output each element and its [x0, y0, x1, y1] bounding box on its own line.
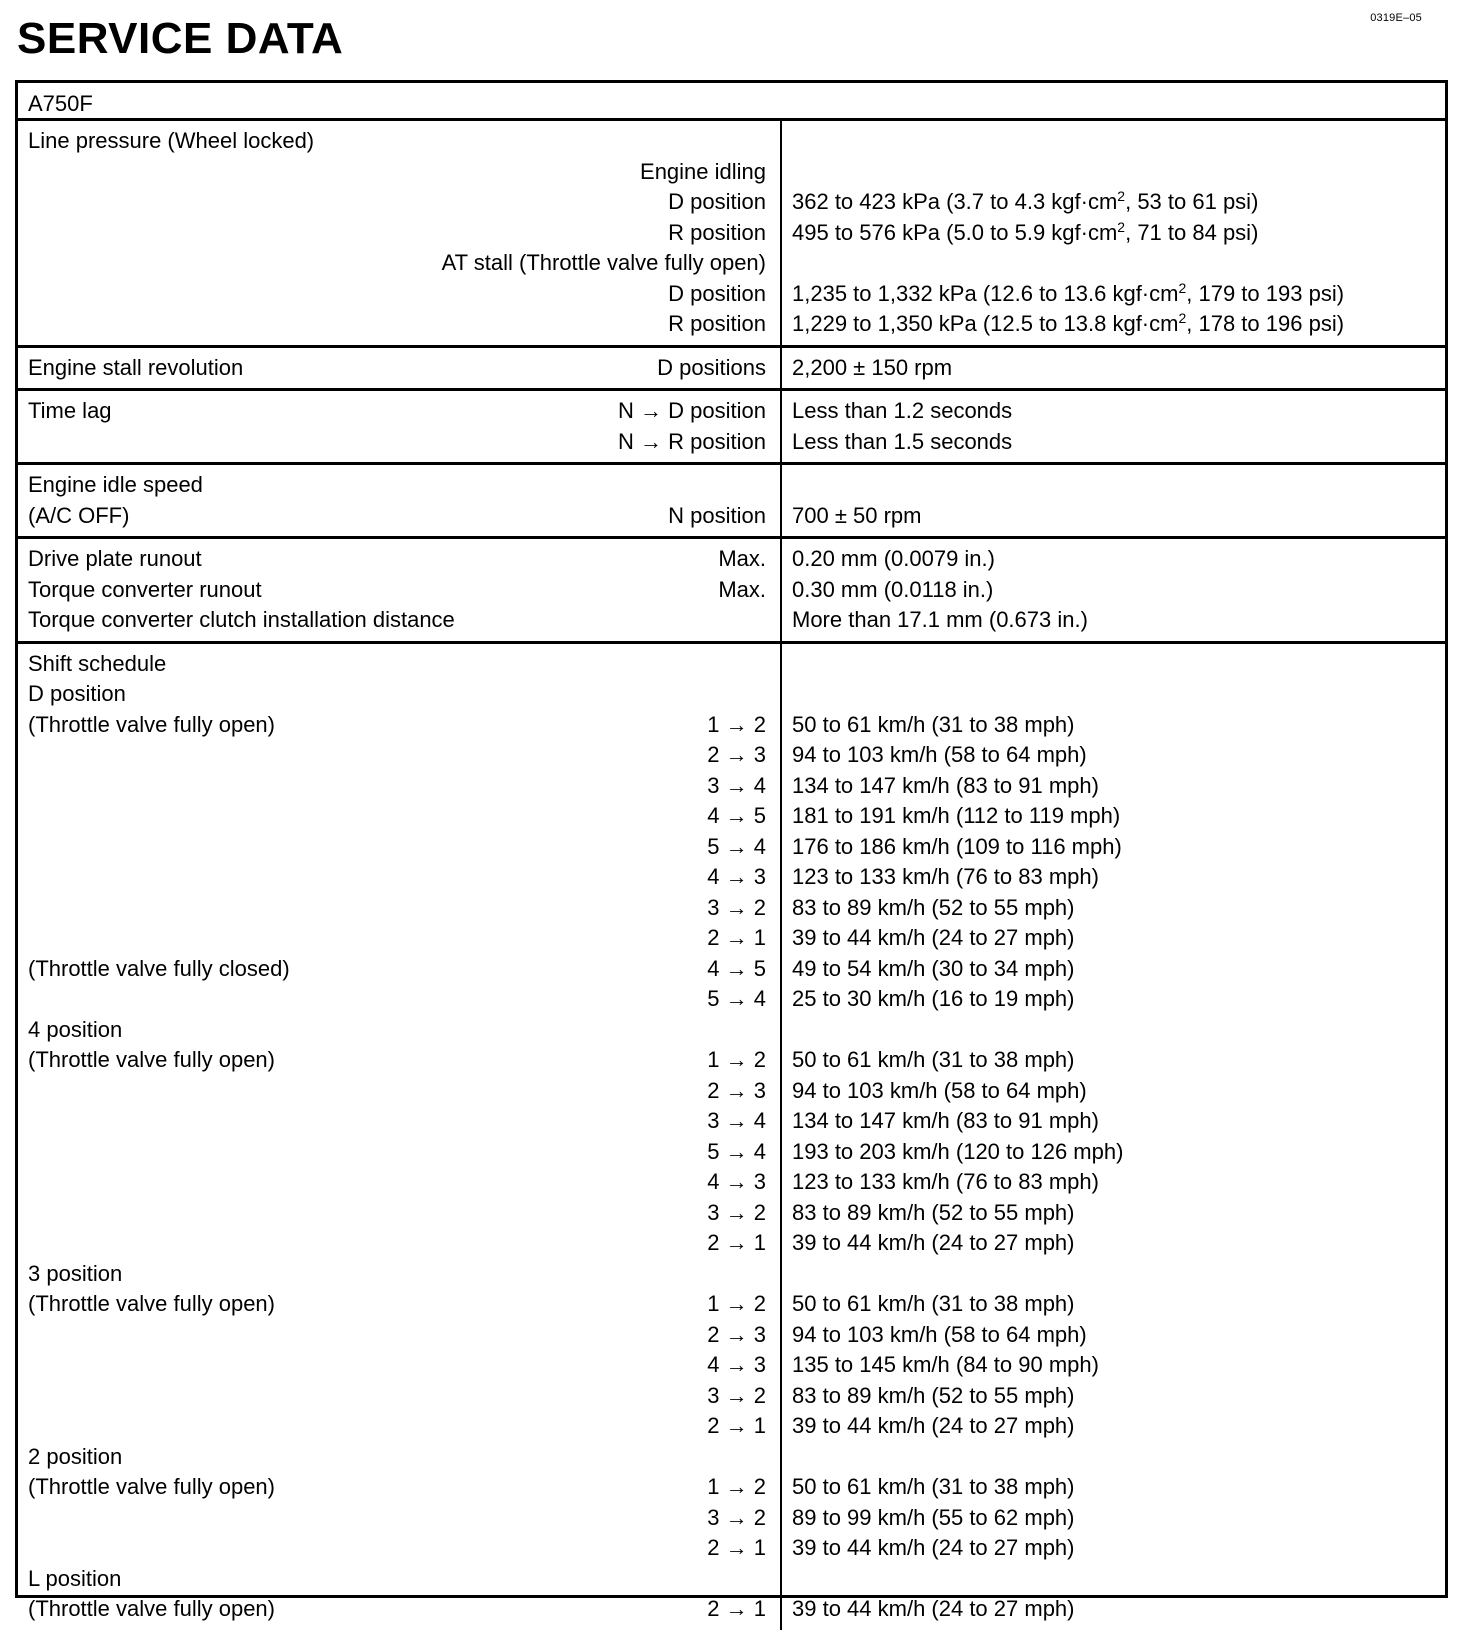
spec-condition-label: 4 → 5	[707, 955, 766, 981]
spec-condition-label: 2 → 3	[707, 1077, 766, 1103]
spec-label-row	[28, 1259, 766, 1290]
spec-value: 2,200 ± 150 rpm	[792, 354, 953, 380]
spec-value: Less than 1.2 seconds	[792, 398, 1013, 423]
spec-label-row	[28, 248, 766, 279]
spec-value: 495 to 576 kPa (5.0 to 5.9 $kgf\cdot cm^2$, 71 to 84 psi)	[792, 218, 1259, 245]
spec-label-row	[28, 771, 766, 802]
spec-value: 94 to 103 km/h (58 to 64 mph)	[792, 1321, 1087, 1347]
spec-section	[18, 539, 1445, 644]
spec-item-label: (Throttle valve fully closed)	[28, 955, 290, 981]
spec-condition-label: 2 → 3	[707, 1321, 766, 1347]
spec-value: 1,235 to 1,332 kPa (12.6 to 13.6 $kgf\cdot cm^2$, 179 to 193 psi)	[792, 279, 1345, 306]
spec-condition-label: D positions	[657, 354, 766, 380]
spec-label-row	[28, 923, 766, 954]
spec-label-row	[28, 1076, 766, 1107]
spec-label-row	[28, 470, 766, 501]
spec-condition-label: 3 → 4	[707, 1108, 766, 1133]
spec-item-label: L position	[28, 1565, 122, 1591]
spec-value: 50 to 61 km/h (31 to 38 mph)	[792, 1291, 1075, 1316]
spec-value	[792, 248, 1435, 279]
spec-label-row	[28, 1228, 766, 1259]
spec-item-label	[28, 771, 707, 802]
spec-condition-label: 2 → 3	[707, 742, 766, 767]
spec-condition-label: 3 → 2	[707, 1199, 766, 1225]
spec-value: More than 17.1 mm (0.673 in.)	[792, 607, 1088, 632]
spec-value: 50 to 61 km/h (31 to 38 mph)	[792, 1047, 1075, 1072]
spec-item-label: Shift schedule	[28, 650, 167, 676]
spec-item-label	[28, 1167, 707, 1198]
spec-label-row	[28, 218, 766, 249]
spec-section	[18, 121, 1445, 348]
spec-value: 700 ± 50 rpm	[792, 502, 922, 528]
spec-condition-label: 4 → 3	[707, 1169, 766, 1194]
spec-value: 94 to 103 km/h (58 to 64 mph)	[792, 742, 1087, 767]
spec-item-label: 4 position	[28, 1016, 123, 1042]
spec-value: 176 to 186 km/h (109 to 116 mph)	[792, 833, 1122, 859]
page-title: SERVICE DATA	[17, 14, 344, 63]
spec-label-row	[28, 279, 766, 310]
spec-label-row	[28, 1198, 766, 1229]
spec-label-row	[28, 157, 766, 188]
spec-label-row	[28, 187, 766, 218]
model-header: A750F	[18, 83, 1445, 121]
spec-label-row	[28, 396, 766, 427]
spec-condition-label: 4 → 5	[707, 803, 766, 828]
spec-item-label	[28, 1411, 707, 1442]
spec-values	[782, 539, 1445, 641]
spec-condition-label: 3 → 4	[707, 772, 766, 798]
spec-label-row	[28, 1350, 766, 1381]
spec-value: 0.20 mm (0.0079 in.)	[792, 546, 995, 571]
document-code: 0319E–05	[1370, 12, 1422, 24]
spec-label-row	[28, 1564, 766, 1595]
spec-values	[782, 644, 1445, 1630]
spec-item-label: 3 position	[28, 1260, 123, 1286]
spec-label-row	[28, 954, 766, 985]
spec-item-label: Torque converter runout	[28, 576, 262, 602]
spec-condition-label: 1 → 2	[707, 711, 766, 737]
spec-label-row	[28, 1320, 766, 1351]
spec-label-row	[28, 1503, 766, 1534]
spec-condition-label: 5 → 4	[707, 833, 766, 859]
spec-label-row	[28, 893, 766, 924]
spec-condition-label: 3 → 2	[707, 1504, 766, 1530]
spec-item-label	[28, 832, 707, 863]
spec-value: 135 to 145 km/h (84 to 90 mph)	[792, 1352, 1099, 1377]
spec-label-row	[28, 353, 766, 384]
spec-value	[792, 470, 1435, 501]
spec-value: 134 to 147 km/h (83 to 91 mph)	[792, 1108, 1099, 1133]
spec-label-row	[28, 1472, 766, 1503]
spec-value: Less than 1.5 seconds	[792, 428, 1013, 454]
spec-condition-label: 1 → 2	[707, 1291, 766, 1316]
spec-values	[782, 348, 1445, 389]
spec-value	[792, 1015, 1435, 1046]
spec-item-label: Time lag	[28, 398, 112, 423]
spec-condition-label: 2 → 1	[707, 925, 766, 950]
spec-condition-label: 2 → 1	[707, 1535, 766, 1560]
spec-item-label	[28, 427, 618, 458]
spec-condition-label: 3 → 2	[707, 894, 766, 920]
spec-values	[782, 465, 1445, 536]
spec-value: 123 to 133 km/h (76 to 83 mph)	[792, 1169, 1099, 1194]
spec-labels	[18, 391, 782, 462]
spec-condition-label: R position	[668, 219, 766, 245]
spec-item-label	[28, 801, 707, 832]
spec-condition-label: R position	[668, 311, 766, 336]
spec-item-label: Engine stall revolution	[28, 354, 244, 380]
spec-condition-label: 2 → 1	[707, 1413, 766, 1438]
spec-condition-label: 2 → 1	[707, 1596, 766, 1621]
spec-condition-label: 1 → 2	[707, 1047, 766, 1072]
spec-label-row	[28, 309, 766, 340]
spec-item-label: (A/C OFF)	[28, 502, 130, 528]
spec-label-row	[28, 1167, 766, 1198]
spec-item-label	[28, 157, 640, 188]
spec-label-row	[28, 1015, 766, 1046]
spec-item-label	[28, 1503, 707, 1534]
spec-item-label	[28, 218, 668, 249]
spec-label-row	[28, 984, 766, 1015]
spec-label-row	[28, 1594, 766, 1625]
spec-item-label: (Throttle valve fully open)	[28, 711, 275, 737]
spec-label-row	[28, 126, 766, 157]
spec-value: 123 to 133 km/h (76 to 83 mph)	[792, 864, 1099, 889]
spec-value: 193 to 203 km/h (120 to 126 mph)	[792, 1138, 1124, 1164]
spec-value: 89 to 99 km/h (55 to 62 mph)	[792, 1504, 1075, 1530]
spec-label-row	[28, 501, 766, 532]
spec-condition-label: 1 → 2	[707, 1474, 766, 1499]
spec-condition-label: 5 → 4	[707, 986, 766, 1011]
spec-section	[18, 348, 1445, 392]
spec-value	[792, 679, 1435, 710]
spec-item-label: (Throttle valve fully open)	[28, 1596, 275, 1621]
spec-label-row	[28, 740, 766, 771]
spec-condition-label: 4 → 3	[707, 864, 766, 889]
spec-values	[782, 121, 1445, 345]
spec-section	[18, 644, 1445, 1630]
spec-label-row	[28, 801, 766, 832]
spec-value: 39 to 44 km/h (24 to 27 mph)	[792, 1230, 1075, 1255]
spec-item-label	[28, 1533, 707, 1564]
spec-value: 49 to 54 km/h (30 to 34 mph)	[792, 955, 1075, 981]
spec-label-row	[28, 1442, 766, 1473]
spec-value: 50 to 61 km/h (31 to 38 mph)	[792, 711, 1075, 737]
spec-label-row	[28, 427, 766, 458]
spec-label-row	[28, 1045, 766, 1076]
spec-value: 39 to 44 km/h (24 to 27 mph)	[792, 1596, 1075, 1621]
spec-item-label: 2 position	[28, 1443, 123, 1469]
spec-value: 39 to 44 km/h (24 to 27 mph)	[792, 925, 1075, 950]
spec-value	[792, 126, 1435, 157]
spec-item-label	[28, 248, 442, 279]
spec-condition-label: Max.	[718, 546, 766, 571]
spec-item-label	[28, 309, 668, 340]
spec-value: 39 to 44 km/h (24 to 27 mph)	[792, 1535, 1075, 1560]
spec-label-row	[28, 679, 766, 710]
spec-labels	[18, 465, 782, 536]
spec-value	[792, 649, 1435, 680]
spec-item-label	[28, 862, 707, 893]
spec-item-label	[28, 1106, 707, 1137]
spec-value	[792, 1564, 1435, 1595]
spec-label-row	[28, 649, 766, 680]
spec-section	[18, 465, 1445, 539]
spec-item-label: Line pressure (Wheel locked)	[28, 128, 315, 153]
spec-condition-label: N → D position	[618, 398, 766, 423]
spec-condition-label: N → R position	[618, 428, 766, 454]
spec-condition-label: D position	[668, 189, 766, 214]
spec-item-label: Engine idle speed	[28, 472, 203, 497]
spec-label-row	[28, 1289, 766, 1320]
spec-item-label	[28, 1350, 707, 1381]
spec-item-label: (Throttle valve fully open)	[28, 1474, 275, 1499]
spec-value: 94 to 103 km/h (58 to 64 mph)	[792, 1077, 1087, 1103]
spec-condition-label: 4 → 3	[707, 1352, 766, 1377]
spec-label-row	[28, 575, 766, 606]
spec-value: 25 to 30 km/h (16 to 19 mph)	[792, 986, 1075, 1011]
spec-labels	[18, 121, 782, 345]
spec-item-label	[28, 1320, 707, 1351]
spec-labels	[18, 644, 782, 1630]
spec-values	[782, 391, 1445, 462]
spec-item-label	[28, 923, 707, 954]
spec-label-row	[28, 862, 766, 893]
spec-value	[792, 1442, 1435, 1473]
spec-label-row	[28, 605, 766, 636]
spec-label-row	[28, 1106, 766, 1137]
spec-value: 39 to 44 km/h (24 to 27 mph)	[792, 1413, 1075, 1438]
spec-condition-label: 5 → 4	[707, 1138, 766, 1164]
spec-condition-label: Engine idling	[640, 158, 766, 184]
spec-item-label	[28, 893, 707, 924]
spec-label-row	[28, 544, 766, 575]
spec-item-label	[28, 187, 668, 218]
spec-labels	[18, 348, 782, 389]
spec-label-row	[28, 1137, 766, 1168]
spec-condition-label: D position	[668, 280, 766, 306]
spec-item-label: Drive plate runout	[28, 546, 202, 571]
spec-label-row	[28, 832, 766, 863]
spec-condition-label: N position	[668, 502, 766, 528]
spec-value: 0.30 mm (0.0118 in.)	[792, 576, 994, 602]
spec-item-label: D position	[28, 681, 126, 706]
spec-value	[792, 1259, 1435, 1290]
spec-condition-label: 2 → 1	[707, 1230, 766, 1255]
spec-label-row	[28, 1381, 766, 1412]
spec-condition-label: Max.	[718, 576, 766, 602]
spec-value: 83 to 89 km/h (52 to 55 mph)	[792, 1382, 1075, 1408]
spec-label-row	[28, 1533, 766, 1564]
spec-item-label	[28, 740, 707, 771]
spec-value: 83 to 89 km/h (52 to 55 mph)	[792, 894, 1075, 920]
spec-value: 134 to 147 km/h (83 to 91 mph)	[792, 772, 1099, 798]
spec-value	[792, 157, 1435, 188]
spec-label-row	[28, 710, 766, 741]
spec-item-label: (Throttle valve fully open)	[28, 1047, 275, 1072]
spec-item-label	[28, 1137, 707, 1168]
spec-item-label	[28, 279, 668, 310]
spec-item-label	[28, 1228, 707, 1259]
spec-labels	[18, 539, 782, 641]
spec-item-label: (Throttle valve fully open)	[28, 1291, 275, 1316]
spec-item-label	[28, 1198, 707, 1229]
spec-condition-label: 3 → 2	[707, 1382, 766, 1408]
spec-section	[18, 391, 1445, 465]
spec-item-label	[28, 1076, 707, 1107]
service-data-table	[15, 80, 1448, 1621]
spec-value: 83 to 89 km/h (52 to 55 mph)	[792, 1199, 1075, 1225]
spec-condition-label: AT stall (Throttle valve fully open)	[441, 250, 766, 275]
spec-value: 1,229 to 1,350 kPa (12.5 to 13.8 $kgf\cdot cm^2$, 178 to 196 psi)	[792, 310, 1345, 336]
spec-value: 181 to 191 km/h (112 to 119 mph)	[792, 803, 1121, 828]
spec-item-label	[28, 984, 707, 1015]
spec-value: 50 to 61 km/h (31 to 38 mph)	[792, 1474, 1075, 1499]
spec-value: 362 to 423 kPa (3.7 to 4.3 $kgf\cdot cm^2$, 53 to 61 psi)	[792, 188, 1259, 214]
spec-item-label	[28, 1381, 707, 1412]
spec-label-row	[28, 1411, 766, 1442]
spec-item-label: Torque converter clutch installation distance	[28, 607, 455, 632]
